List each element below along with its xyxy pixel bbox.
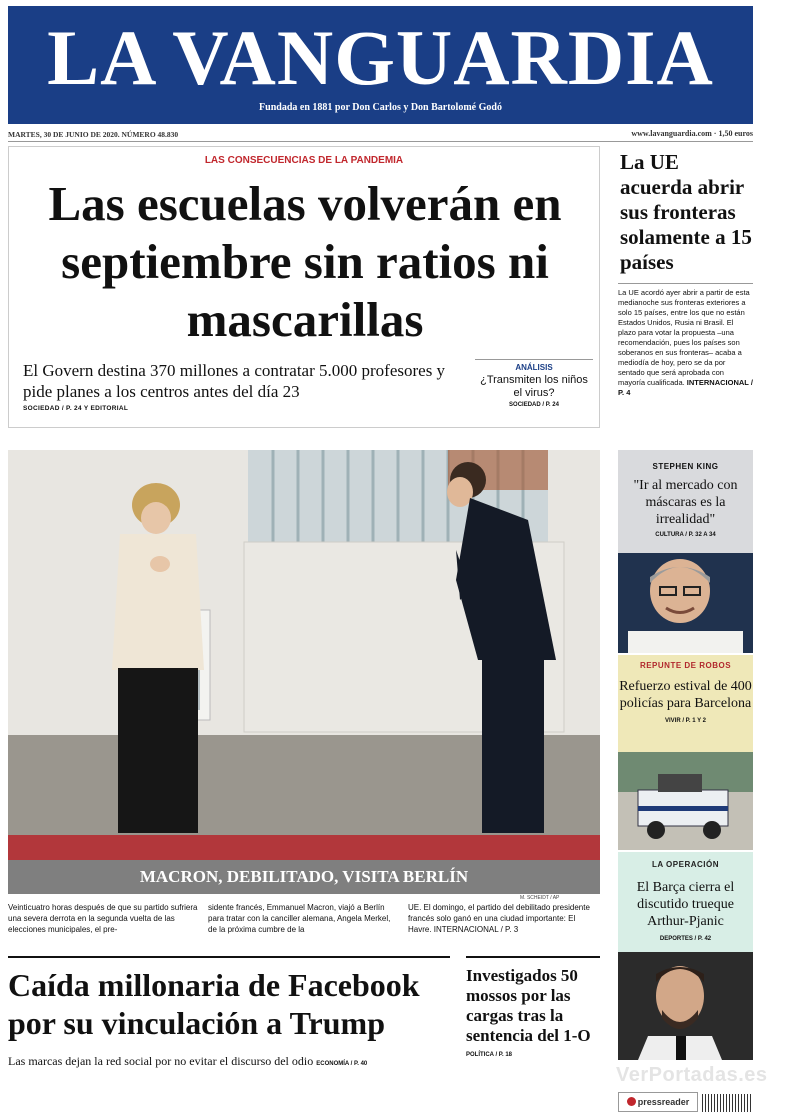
pressreader-logo-icon — [627, 1097, 636, 1106]
column-2: sidente francés, Emmanuel Macron, viajó a Berlín para tratar con la canciller alemana, Angela Merkel, de la próxima cumbre de la — [208, 903, 391, 934]
pjanic-photo — [618, 952, 753, 1060]
photo-text-columns — [8, 902, 600, 938]
ue-page-ref: INTERNACIONAL / P. 4 — [618, 378, 753, 397]
robos-panel[interactable] — [618, 655, 753, 752]
masthead-logo: LA VANGUARDIA — [47, 14, 714, 101]
robos-kicker: REPUNTE DE ROBOS — [639, 661, 732, 670]
lead-headline[interactable]: Las escuelas volverán en septiembre sin ratios ni mascarillas — [48, 176, 562, 347]
watermark: VerPortadas.es — [616, 1064, 768, 1086]
issue-date: MARTES, 30 DE JUNIO DE 2020. NÚMERO 48.830 — [8, 130, 179, 139]
dateline — [8, 128, 753, 142]
pjanic-portrait — [618, 952, 753, 1060]
column-3: UE. El domingo, el partido del debilitado presidente francés solo ganó en una ciudad importante: El Havre. INTERNACIONAL / P. 3 — [408, 903, 590, 934]
pressreader-label: pressreader — [637, 1097, 690, 1107]
barca-kicker: LA OPERACIÓN — [651, 860, 720, 869]
facebook-story[interactable] — [8, 956, 450, 1066]
king-portrait — [618, 553, 753, 653]
barcode — [702, 1094, 752, 1112]
mossos-story[interactable] — [466, 956, 600, 1066]
photo-caption: MACRON, DEBILITADO, VISITA BERLÍN — [8, 860, 600, 894]
lead-kicker: LAS CONSECUENCIAS DE LA PANDEMIA — [204, 155, 404, 166]
ue-borders-story[interactable] — [618, 150, 753, 435]
ue-body-text: La UE acordó ayer abrir a partir de esta medianoche sus fronteras exteriores a solo 15 países, entre los que no están Estados Unidos, Rusia ni Brasil. El plazo para votar la propuesta –una recomendación, pues los países son soberanos en sus fronteras– acaba a mediodía de hoy, pero se da por sentado que será aprobada con mayoría cualificada. — [618, 288, 750, 387]
ue-headline[interactable]: La UE acuerda abrir sus fronteras solamente a 15 países — [620, 150, 752, 274]
column-1: Veinticuatro horas después de que su partido sufriera una severa derrota en la segunda vuelta de las elecciones municipales, el pre- — [8, 903, 198, 934]
lead-story[interactable] — [8, 146, 600, 428]
barca-text[interactable]: El Barça cierra el discutido trueque Arthur-Pjanic — [636, 880, 735, 929]
founded-line: Fundada en 1881 por Don Carlos y Don Bartolomé Godó — [259, 102, 502, 113]
police-photo — [618, 752, 753, 850]
police-buggy-image — [618, 752, 753, 850]
facebook-sub — [8, 1054, 450, 1069]
lead-deck: El Govern destina 370 millones a contratar 5.000 profesores y pide planes a los centros antes del día 23 — [23, 361, 446, 401]
king-page-ref: CULTURA / P. 32 A 34 — [655, 532, 716, 538]
stephen-king-panel[interactable] — [618, 450, 753, 553]
barca-panel[interactable] — [618, 852, 753, 952]
mossos-headline[interactable]: Investigados 50 mossos por las cargas tras la sentencia del 1-O — [466, 966, 591, 1045]
barca-page-ref: DEPORTES / P. 42 — [659, 936, 712, 942]
king-quote[interactable]: "Ir al mercado con máscaras es la irrealidad" — [633, 478, 738, 527]
robos-page-ref: VIVIR / P. 1 Y 2 — [664, 718, 707, 724]
mossos-page-ref: POLÍTICA / P. 18 — [466, 1052, 513, 1058]
pressreader-badge — [618, 1092, 698, 1112]
photo-credit: M. SCHEIDT / AP — [520, 895, 560, 901]
analysis-label: ANÁLISIS — [515, 363, 553, 372]
main-photo — [8, 450, 600, 860]
ue-body — [618, 283, 753, 398]
robos-text[interactable]: Refuerzo estival de 400 policías para Barcelona — [619, 679, 752, 711]
masthead — [8, 6, 753, 124]
merkel-macron-photo — [8, 450, 600, 860]
king-kicker: STEPHEN KING — [652, 462, 719, 471]
analysis-question[interactable]: ¿Transmiten los niños el virus? — [480, 374, 588, 399]
site-and-price: www.lavanguardia.com · 1,50 euros — [631, 129, 753, 138]
facebook-headline[interactable]: Caída millonaria de Facebook por su vinculación a Trump — [8, 967, 420, 1041]
facebook-sub-text: Las marcas dejan la red social por no evitar el discurso del odio — [8, 1054, 314, 1068]
stephen-king-photo — [618, 553, 753, 653]
lead-page-ref: SOCIEDAD / P. 24 Y EDITORIAL — [23, 405, 129, 412]
facebook-page-ref: ECONOMÍA / P. 40 — [316, 1061, 368, 1067]
analysis-box[interactable] — [475, 359, 593, 408]
analysis-page-ref: SOCIEDAD / P. 24 — [509, 402, 559, 408]
